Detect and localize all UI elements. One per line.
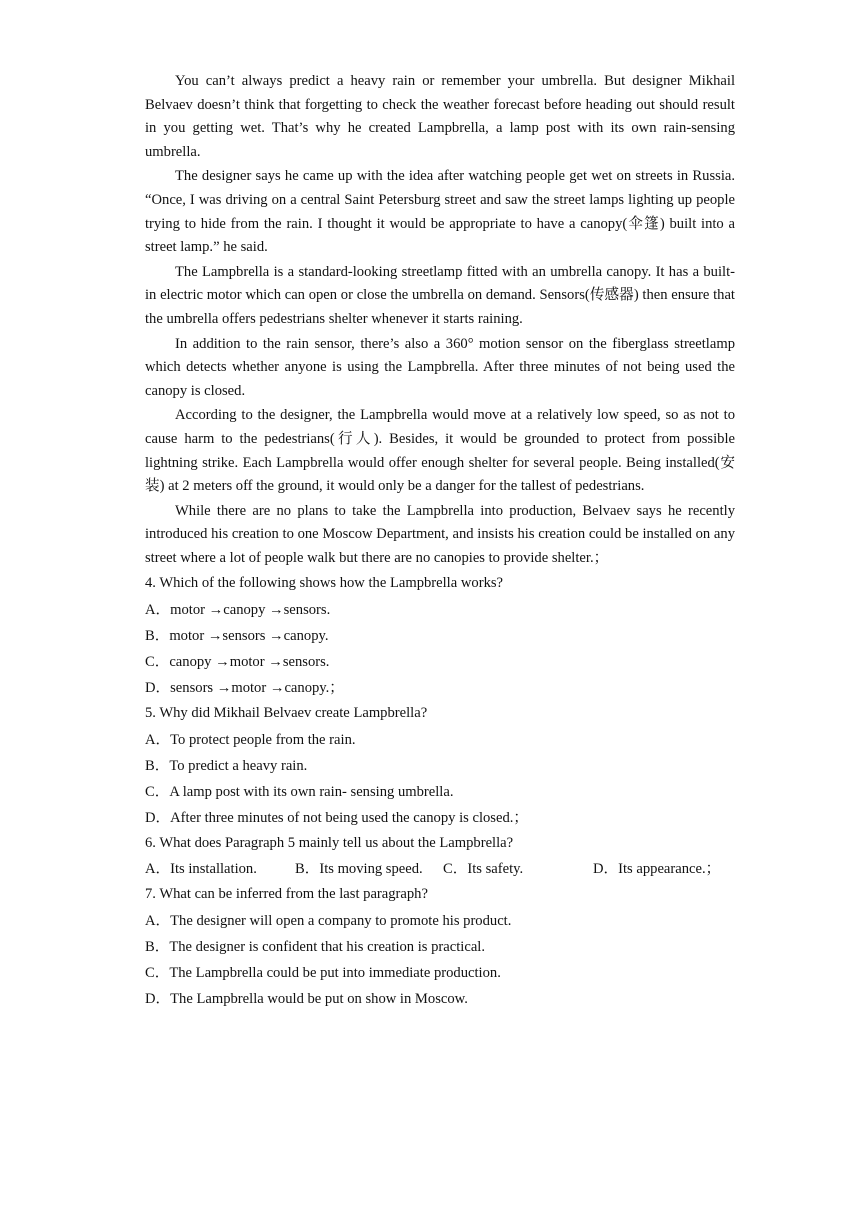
option-c: C．canopy →motor →sensors. (145, 654, 330, 671)
option-d: D．Its appearance.； (593, 860, 721, 877)
option-b: B．motor →sensors →canopy. (145, 628, 329, 645)
question-4 (145, 571, 735, 701)
option-c: C．A lamp post with its own rain- sensing umbrella. (145, 784, 454, 801)
option-row (145, 857, 735, 883)
option-a: A．The designer will open a company to promote his product. (145, 913, 512, 930)
option-d: D．The Lampbrella would be put on show in Moscow. (145, 991, 468, 1008)
option-d: D．sensors →motor →canopy.； (145, 680, 344, 697)
option-d: D．After three minutes of not being used the canopy is closed.； (145, 810, 528, 827)
question-stem: 7. What can be inferred from the last paragraph? (145, 886, 428, 903)
question-list (145, 571, 735, 1012)
question-6 (145, 831, 735, 882)
option-a: A．To protect people from the rain. (145, 732, 356, 749)
document-page (145, 70, 735, 1012)
passage-paragraph-2: The designer says he came up with the idea after watching people get wet on streets in Russia. “Once, I was driving on a central Saint Petersburg street and saw the street lamps lighting up people trying to hide from the rain. I thought it would be appropriate to have a canopy(伞篷) built into a street lamp.” he said. (145, 168, 735, 256)
passage-paragraph-1: You can’t always predict a heavy rain or remember your umbrella. But designer Mikhail Belvaev doesn’t think that forgetting to check the weather forecast before heading out should result in you getting wet. That’s why he created Lampbrella, a lamp post with its own rain-sensing umbrella. (145, 73, 735, 160)
question-stem: 6. What does Paragraph 5 mainly tell us about the Lampbrella? (145, 835, 514, 852)
option-b: B．Its moving speed. (295, 860, 423, 877)
passage-paragraph-6: While there are no plans to take the Lampbrella into production, Belvaev says he recently introduced his creation to one Moscow Department, and insists his creation could be installed on any street where a lot of people walk but there are no canopies to provide shelter.； (145, 502, 735, 566)
passage-paragraph-3: The Lampbrella is a standard-looking streetlamp fitted with an umbrella canopy. It has a built-in electric motor which can open or close the umbrella on demand. Sensors(传感器) then ensure that the umbrella offers pedestrians shelter whenever it starts raining. (145, 263, 735, 327)
question-7 (145, 882, 735, 1012)
passage-paragraph-5: According to the designer, the Lampbrella would move at a relatively low speed, so as not to cause harm to the pedestrians(行人). Besides, it would be grounded to protect from possible lightning strike. Each Lampbrella would offer enough shelter for several people. Being installed(安装) at 2 meters off the ground, it would only be a danger for the tallest of pedestrians. (145, 407, 735, 495)
option-c: C．Its safety. (443, 860, 524, 877)
option-a: A．Its installation. (145, 860, 257, 877)
question-stem: 5. Why did Mikhail Belvaev create Lampbrella? (145, 705, 428, 722)
option-b: B．To predict a heavy rain. (145, 758, 308, 775)
reading-passage (145, 70, 735, 570)
question-stem: 4. Which of the following shows how the Lampbrella works? (145, 575, 504, 592)
option-c: C．The Lampbrella could be put into immediate production. (145, 965, 501, 982)
option-b: B．The designer is confident that his creation is practical. (145, 939, 486, 956)
passage-paragraph-4: In addition to the rain sensor, there’s also a 360° motion sensor on the fiberglass streetlamp which detects whether anyone is using the Lampbrella. After three minutes of not being used the canopy is closed. (145, 335, 735, 399)
option-a: A．motor →canopy →sensors. (145, 602, 331, 619)
question-5 (145, 701, 735, 831)
